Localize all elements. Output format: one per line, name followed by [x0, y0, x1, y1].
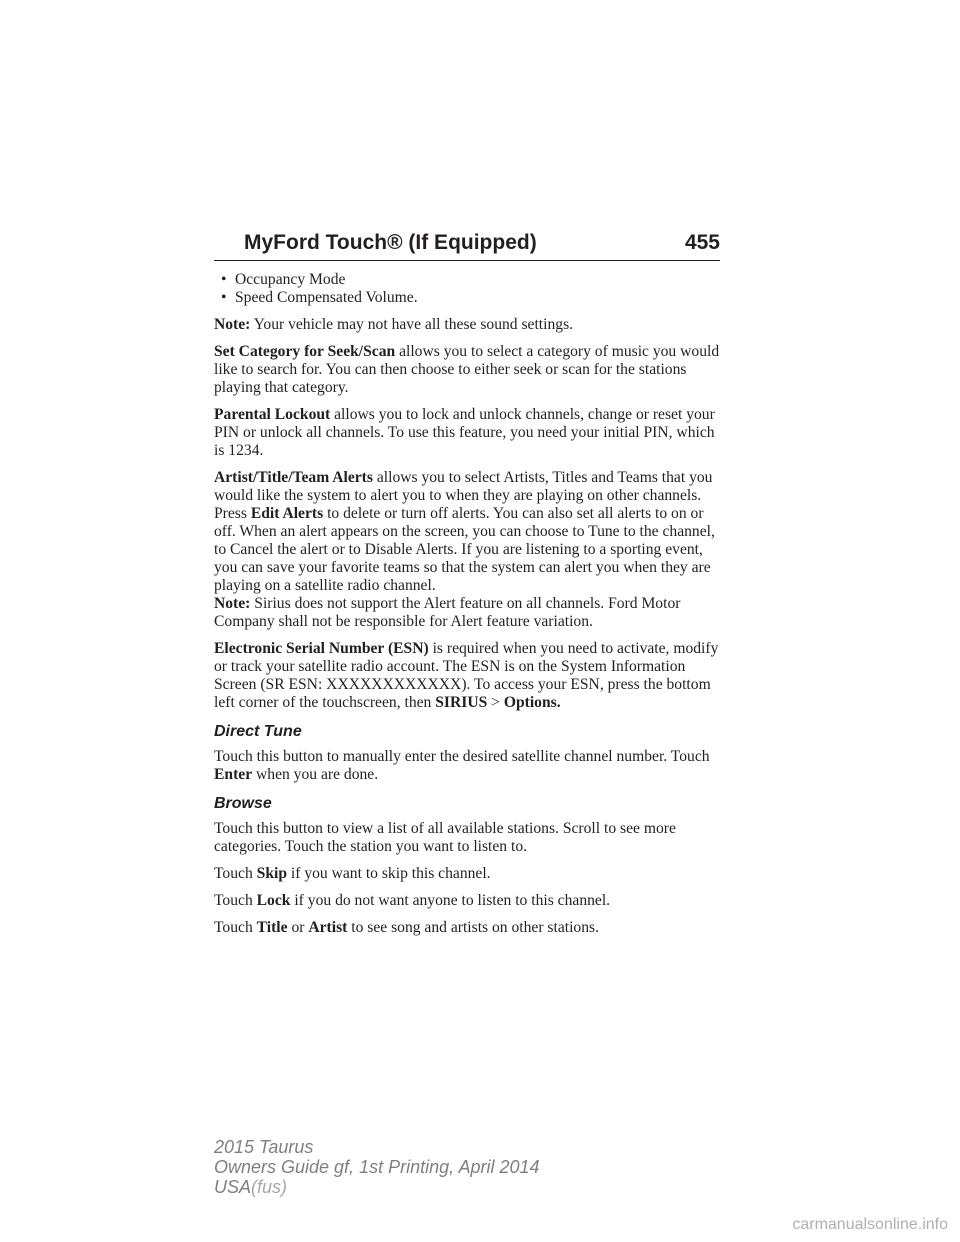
lock-paragraph: Touch Lock if you do not want anyone to listen to this channel.: [214, 892, 611, 909]
bullet-icon: •: [221, 289, 227, 306]
bullet-icon: •: [221, 271, 227, 288]
list-item: • Occupancy Mode: [221, 271, 346, 288]
footer-model: 2015 Taurus: [214, 1137, 314, 1157]
list-item: • Speed Compensated Volume.: [221, 289, 418, 306]
footer-region: USA(fus): [214, 1177, 288, 1197]
sound-settings-list: [214, 271, 720, 307]
page-header: [214, 228, 720, 261]
note-sound-settings: Note: Your vehicle may not have all these sound settings.: [214, 316, 574, 333]
esn-paragraph: Electronic Serial Number (ESN) is required when you need to activate, modify or track your satellite radio account. The ESN is on the System Information Screen (SR ESN: XXXXXXXXXXXX). To access your ESN, press the bottom left corner of the touchscreen, then SIRIUS > Options.: [214, 640, 719, 711]
browse-paragraph: Touch this button to view a list of all available stations. Scroll to see more categories. Touch the station you want to listen to.: [214, 820, 676, 855]
browse-heading: Browse: [214, 795, 272, 812]
page-body: [214, 271, 720, 946]
title-artist-paragraph: Touch Title or Artist to see song and artists on other stations.: [214, 919, 599, 936]
parental-lockout-paragraph: Parental Lockout allows you to lock and unlock channels, change or reset your PIN or unlock all channels. To use this feature, you need your initial PIN, which is 1234.: [214, 406, 715, 459]
alerts-paragraph: Artist/Title/Team Alerts allows you to select Artists, Titles and Teams that you would like the system to alert you to when they are playing on other channels. Press Edit Alerts to delete or turn off alerts. You can also set all alerts to on or off. When an alert appears on the screen, you can choose to Tune to the channel, to Cancel the alert or to Disable Alerts. If you are listening to a sporting event, you can save your favorite teams so that the system can alert you when they are playing on a satellite radio channel.: [214, 469, 715, 594]
page-number: 455: [684, 231, 720, 254]
skip-paragraph: Touch Skip if you want to skip this channel.: [214, 865, 491, 882]
seek-scan-paragraph: Set Category for Seek/Scan allows you to select a category of music you would like to search for. You can then choose to either seek or scan for the stations playing that category.: [214, 343, 720, 396]
footer-printing: Owners Guide gf, 1st Printing, April 2014: [214, 1157, 540, 1177]
page-footer: [214, 1137, 540, 1197]
note-alerts: Note: Sirius does not support the Alert feature on all channels. Ford Motor Company shall not be responsible for Alert feature variation.: [214, 595, 681, 630]
direct-tune-paragraph: Touch this button to manually enter the desired satellite channel number. Touch Enter when you are done.: [214, 748, 710, 783]
chapter-title: MyFord Touch® (If Equipped): [244, 231, 537, 254]
direct-tune-heading: Direct Tune: [214, 723, 302, 740]
watermark: carmanualsonline.info: [792, 1216, 948, 1233]
